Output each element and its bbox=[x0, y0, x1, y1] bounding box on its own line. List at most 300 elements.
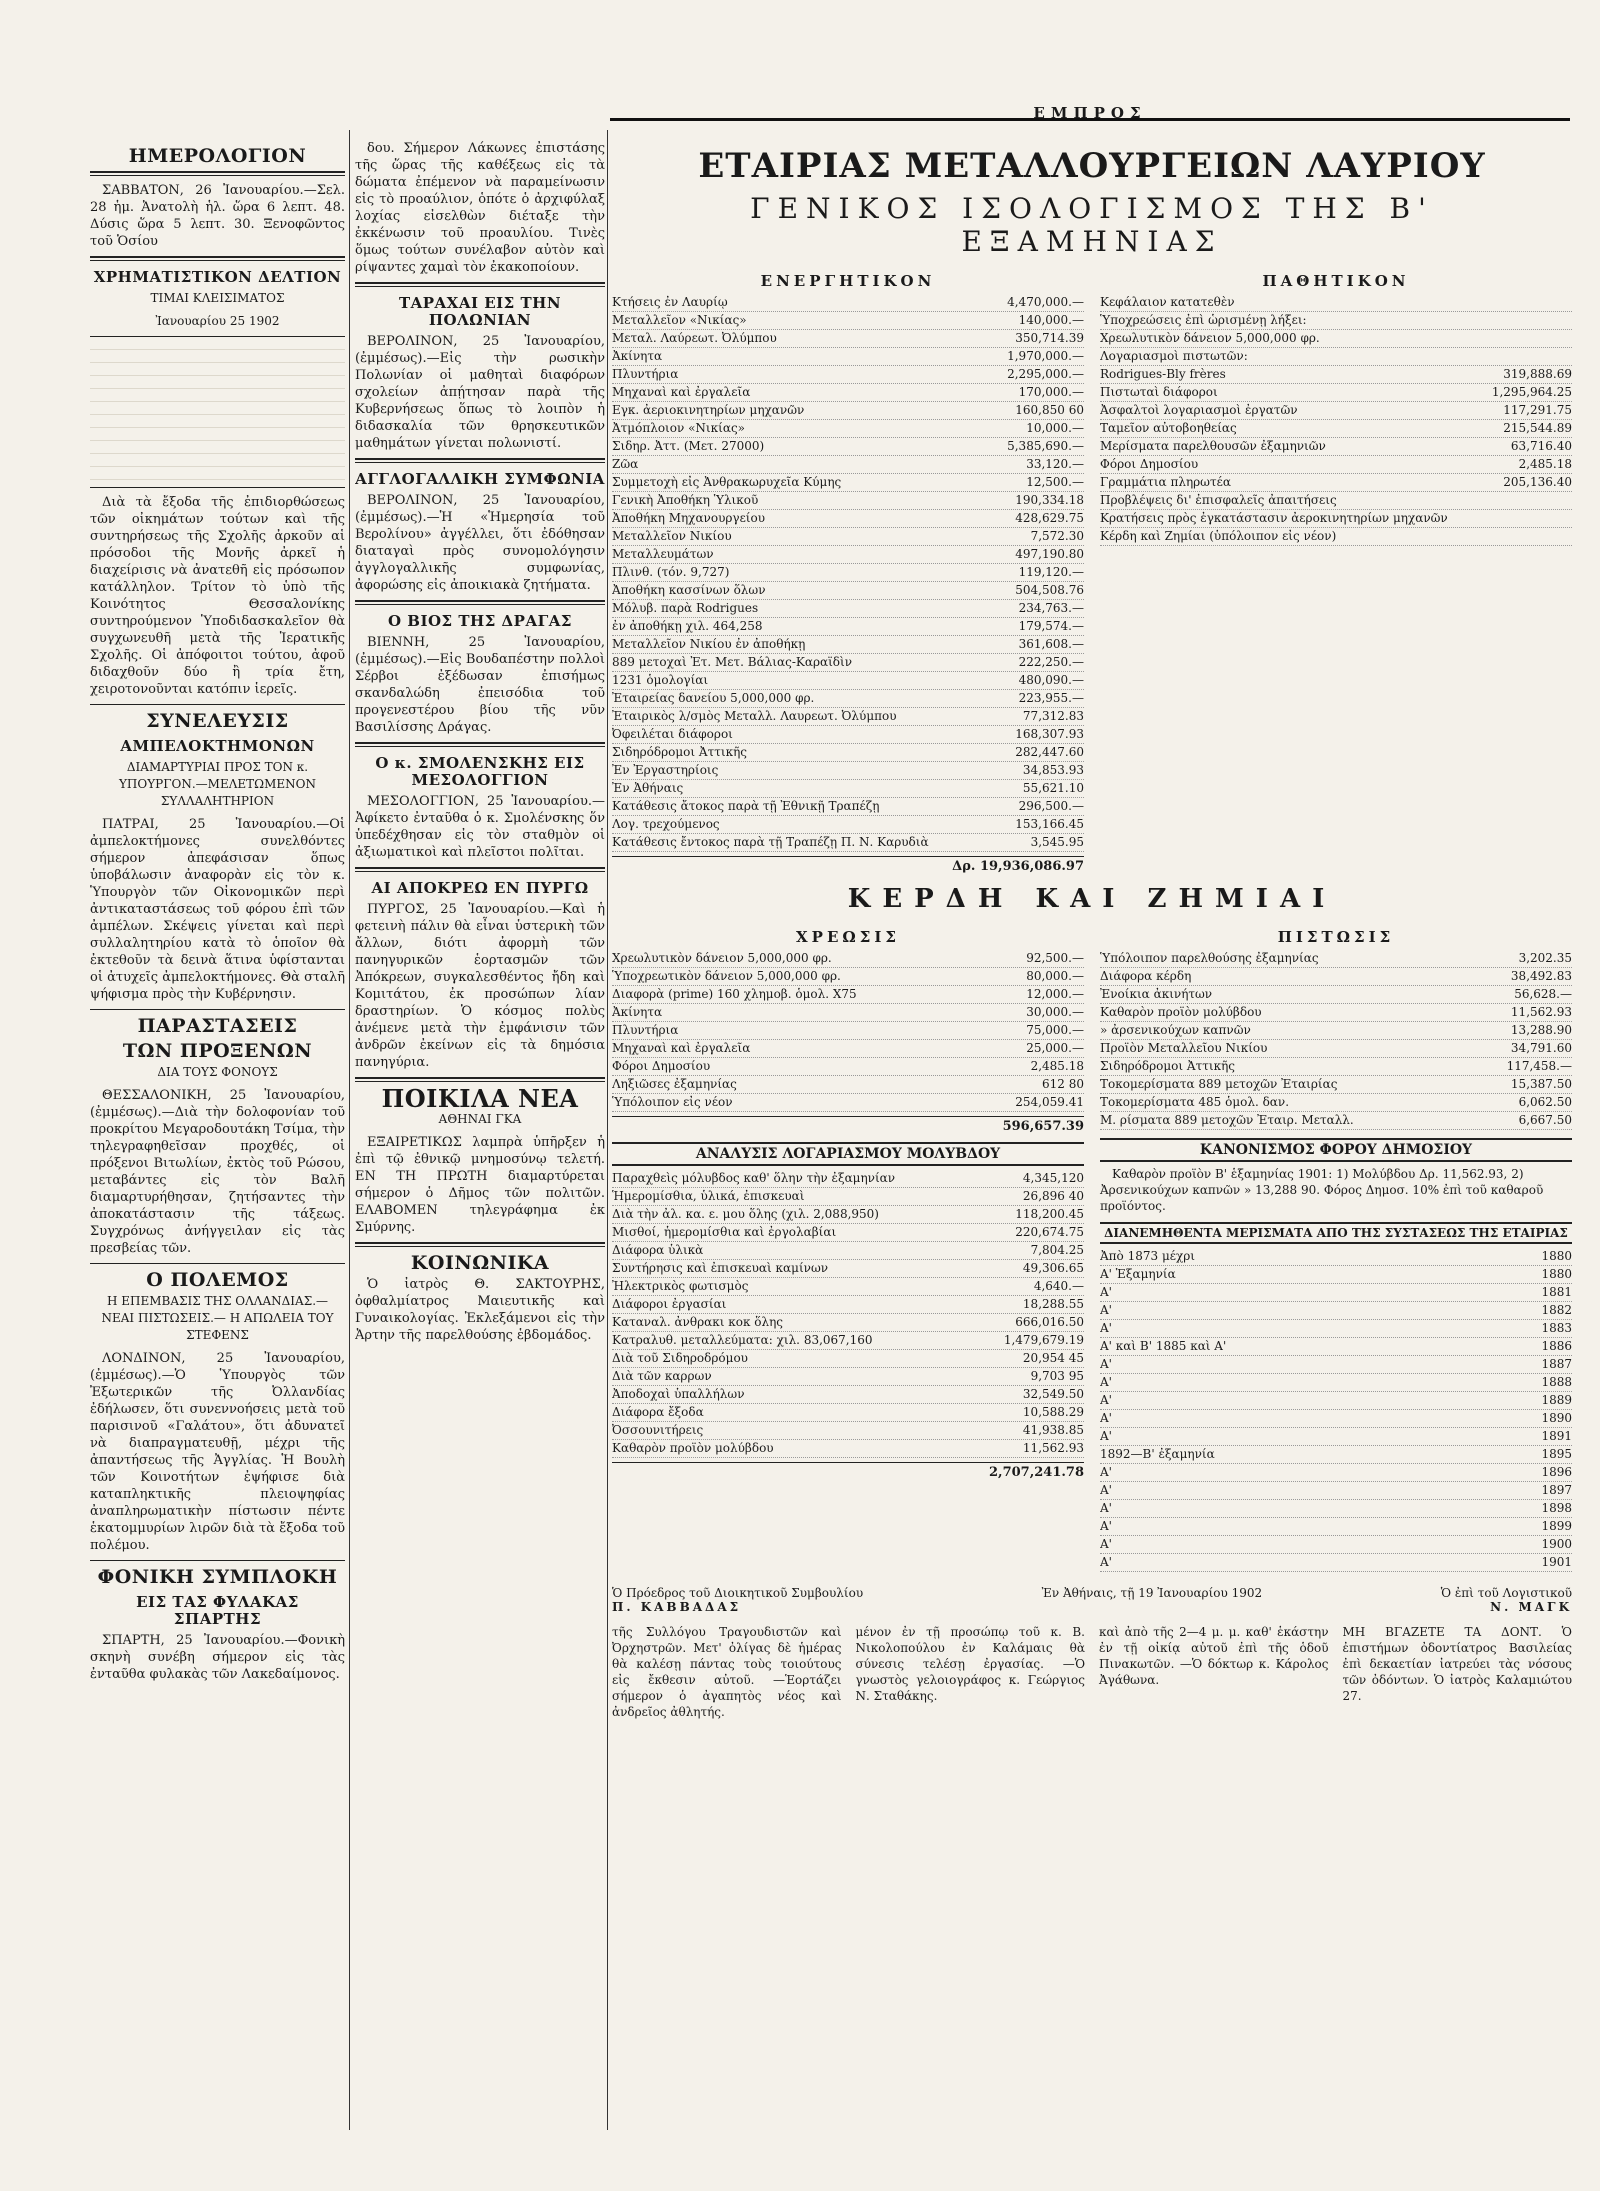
asset-row-label: Μόλυβ. παρὰ Rodrigues bbox=[612, 601, 759, 615]
lead-row-value: 10,588.29 bbox=[1022, 1405, 1084, 1419]
liability-row-label: Κρατήσεις πρὸς ἐγκατάστασιν ἀεροκινητηρίων μηχανῶν bbox=[1100, 511, 1448, 525]
asset-row bbox=[612, 654, 1084, 672]
debit-row bbox=[612, 1094, 1084, 1112]
dividend-row bbox=[1100, 1338, 1572, 1356]
debit-rows bbox=[612, 950, 1084, 1112]
lead-row bbox=[612, 1278, 1084, 1296]
liability-row-value: 205,136.40 bbox=[1503, 475, 1572, 489]
dividend-row bbox=[1100, 1554, 1572, 1572]
asset-row bbox=[612, 366, 1084, 384]
debit-row-value: 12,000.— bbox=[1026, 987, 1084, 1001]
divider bbox=[90, 171, 345, 176]
dividend-row-label: Α' bbox=[1100, 1555, 1112, 1569]
asset-row-value: 190,334.18 bbox=[1015, 493, 1084, 507]
dividend-rows bbox=[1100, 1248, 1572, 1572]
market-table bbox=[90, 336, 345, 488]
credit-row-label: Τοκομερίσματα 485 ὁμολ. δαν. bbox=[1100, 1095, 1290, 1109]
lead-row-value: 32,549.50 bbox=[1022, 1387, 1084, 1401]
lead-row-label: Ἀποδοχαὶ ὑπαλλήλων bbox=[612, 1387, 745, 1401]
asset-row-label: Συμμετοχὴ εἰς Ἀνθρακωρυχεῖα Κύμης bbox=[612, 475, 842, 489]
lead-row-label: Διάφοροι ἐργασίαι bbox=[612, 1297, 727, 1311]
dividend-row-value: 1901 bbox=[1541, 1555, 1572, 1569]
credit-row-value: 38,492.83 bbox=[1510, 969, 1572, 983]
asset-row-value: 2,295,000.— bbox=[1007, 367, 1084, 381]
dividend-row-value: 1886 bbox=[1541, 1339, 1572, 1353]
dividend-row-label: Α' bbox=[1100, 1375, 1112, 1389]
bottom-column-1: τῆς Συλλόγου Τραγουδιστῶν καὶ Ὀρχηστρῶν. Μετ' ὀλίγας δὲ ἡμέρας θὰ καλέσῃ πάντας τοὺς τοιούτους εἰς ἔκθεσιν αὐτοῦ. —Ἑορτάζει σήμερον ὁ ἀγαπητὸς νέος καὶ ἀνδρεῖος ἀθλητής. bbox=[612, 1625, 842, 1719]
headline-war-deck: Η ΕΠΕΜΒΑΣΙΣ ΤΗΣ ΟΛΛΑΝΔΙΑΣ.— ΝΕΑΙ ΠΙΣΤΩΣΕΙΣ.— Η ΑΠΩΛΕΙΑ ΤΟΥ ΣΤΕΦΕΝΣ bbox=[101, 1294, 334, 1342]
dividend-row-value: 1888 bbox=[1541, 1375, 1572, 1389]
headline-clash-sub: ΕΙΣ ΤΑΣ ΦΥΛΑΚΑΣ ΣΠΑΡΤΗΣ bbox=[136, 1593, 299, 1628]
asset-row-value: 1,970,000.— bbox=[1007, 349, 1084, 363]
dividend-row-label: Α' καὶ Β' 1885 καὶ Α' bbox=[1100, 1339, 1227, 1353]
article-clash: ΣΠΑΡΤΗ, 25 Ἰανουαρίου.—Φονικὴ σκηνὴ συνέβη σήμερον εἰς τὰς ἐνταῦθα φυλακὰς τῶν Λακεδαίμονος. bbox=[90, 1633, 345, 1682]
dividend-row-value: 1895 bbox=[1541, 1447, 1572, 1461]
divider bbox=[355, 458, 605, 463]
lead-row-value: 1,479,679.19 bbox=[1003, 1333, 1084, 1347]
dividend-row bbox=[1100, 1500, 1572, 1518]
headline-various: ΠΟΙΚΙΛΑ ΝΕΑ bbox=[381, 1084, 579, 1113]
dividend-row bbox=[1100, 1482, 1572, 1500]
credit-row-label: Διάφορα κέρδη bbox=[1100, 969, 1192, 983]
liability-row-value bbox=[1462, 348, 1572, 365]
credit-row bbox=[1100, 1112, 1572, 1130]
asset-row bbox=[612, 708, 1084, 726]
divider bbox=[90, 1263, 345, 1264]
divider bbox=[355, 742, 605, 747]
dividend-row bbox=[1100, 1446, 1572, 1464]
article-war: ΛΟΝΔΙΝΟΝ, 25 Ἰανουαρίου, (ἐμμέσως).—Ὁ Ὑπουργὸς τῶν Ἐξωτερικῶν τῆς Ὀλλανδίας ἐδήλωσεν, ὅτι συνεννοήσεις μετὰ τοῦ παρισινοῦ «Γαλάτου», ὅτι ἀδυνατεῖ νὰ διαπραγματευθῇ, μέχρι τῆς ἀπαντήσεως τῆς Ἀγγλίας. Ἡ Βουλὴ τῶν Κοινοτήτων ἐψήφισε διὰ καταπληκτικῆς πλειοψηφίας ἀναπληρωματικὴν πίστωσιν πέντε ἑκατομμυρίων λιρῶν διὰ τὰ ἔξοδα τοῦ πολέμου. bbox=[90, 1351, 345, 1553]
signatures bbox=[612, 1586, 1572, 1614]
asset-row bbox=[612, 744, 1084, 762]
lead-total: 2,707,241.78 bbox=[612, 1462, 1084, 1480]
market-date: Ἰανουαρίου 25 1902 bbox=[155, 314, 280, 328]
lead-row-label: Διάφορα ἔξοδα bbox=[612, 1405, 704, 1419]
dividend-row-label: Α' bbox=[1100, 1303, 1112, 1317]
lead-row-label: Διὰ τοῦ Σιδηροδρόμου bbox=[612, 1351, 748, 1365]
dividend-row-label: Α' bbox=[1100, 1537, 1112, 1551]
divider bbox=[355, 600, 605, 605]
asset-row-label: Μεταλλεῖον «Νικίας» bbox=[612, 313, 747, 327]
dividend-row bbox=[1100, 1248, 1572, 1266]
credit-column bbox=[1100, 924, 1572, 1572]
credit-row-label: Καθαρὸν προϊὸν μολύβδου bbox=[1100, 1005, 1262, 1019]
lead-row-label: Συντήρησις καὶ ἐπισκευαὶ καμίνων bbox=[612, 1261, 829, 1275]
asset-row bbox=[612, 798, 1084, 816]
dividend-row-label: Α' bbox=[1100, 1357, 1112, 1371]
lead-row bbox=[612, 1404, 1084, 1422]
credit-row-label: Τοκομερίσματα 889 μετοχῶν Ἐταιρίας bbox=[1100, 1077, 1338, 1091]
credit-row-label: Σιδηρόδρομοι Ἀττικῆς bbox=[1100, 1059, 1235, 1073]
asset-row-value: 33,120.— bbox=[1026, 457, 1084, 471]
dividend-row-value: 1883 bbox=[1541, 1321, 1572, 1335]
lead-row-value: 666,016.50 bbox=[1015, 1315, 1084, 1329]
liability-row bbox=[1100, 510, 1572, 528]
dividend-row-value: 1880 bbox=[1541, 1267, 1572, 1281]
report-company-title: ΕΤΑΙΡΙΑΣ ΜΕΤΑΛΛΟΥΡΓΕΙΩΝ ΛΑΥΡΙΟΥ bbox=[698, 146, 1486, 186]
liability-row-value: 215,544.89 bbox=[1503, 421, 1572, 435]
liability-row-value: 2,485.18 bbox=[1518, 457, 1572, 471]
lead-row bbox=[612, 1386, 1084, 1404]
asset-row-label: Ἀκίνητα bbox=[612, 349, 663, 363]
asset-row bbox=[612, 348, 1084, 366]
credit-row-value: 11,562.93 bbox=[1510, 1005, 1572, 1019]
signature-president-role: Ὁ Πρόεδρος τοῦ Διοικητικοῦ Συμβουλίου bbox=[612, 1586, 864, 1600]
asset-row-label: Μηχαναὶ καὶ ἐργαλεῖα bbox=[612, 385, 751, 399]
assets-column bbox=[612, 268, 1084, 874]
debit-row bbox=[612, 968, 1084, 986]
credit-row-value: 13,288.90 bbox=[1510, 1023, 1572, 1037]
headline-various-sub: ΑΘΗΝΑΙ ΓΚΑ bbox=[438, 1112, 522, 1126]
debit-row bbox=[612, 950, 1084, 968]
lead-row-value: 4,345,120 bbox=[1022, 1171, 1084, 1185]
asset-row-value: 179,574.— bbox=[1018, 619, 1084, 633]
dividend-row bbox=[1100, 1410, 1572, 1428]
debit-row bbox=[612, 1040, 1084, 1058]
liability-row-value bbox=[1462, 294, 1572, 311]
lead-rows bbox=[612, 1170, 1084, 1458]
lead-row-value: 41,938.85 bbox=[1022, 1423, 1084, 1437]
lead-row bbox=[612, 1170, 1084, 1188]
credit-row bbox=[1100, 1094, 1572, 1112]
dividend-row-value: 1887 bbox=[1541, 1357, 1572, 1371]
asset-row bbox=[612, 726, 1084, 744]
debit-row-label: Μηχαναὶ καὶ ἐργαλεῖα bbox=[612, 1041, 751, 1055]
calendar-text: ΣΑΒΒΑΤΟΝ, 26 Ἰανουαρίου.—Σελ. 28 ἡμ. Ἀνατολὴ ἡλ. ὥρα 6 λεπτ. 48. Δύσις ὥρα 5 λεπτ. 30. Ξενοφῶντος τοῦ Ὁσίου bbox=[90, 183, 345, 249]
headline-consuls-sub: ΤΩΝ ΠΡΟΞΕΝΩΝ bbox=[122, 1040, 313, 1062]
signature-accountant-role: Ὁ ἐπὶ τοῦ Λογιστικοῦ bbox=[1440, 1586, 1572, 1600]
assets-title: ΕΝΕΡΓΗΤΙΚΟΝ bbox=[760, 272, 936, 290]
asset-row bbox=[612, 582, 1084, 600]
asset-row-value: 428,629.75 bbox=[1015, 511, 1084, 525]
dividend-row-value: 1880 bbox=[1541, 1249, 1572, 1263]
dividend-row bbox=[1100, 1266, 1572, 1284]
article-consuls: ΘΕΣΣΑΛΟΝΙΚΗ, 25 Ἰανουαρίου, (ἐμμέσως).—Διὰ τὴν δολοφονίαν τοῦ προκρίτου Μεγαροδουτάκη Τσίμα, τὴν τηλεγραφηθεῖσαν προχθές, οἱ πρόξενοι Βιτωλίων, ἐκτὸς τοῦ Ρώσου, μεταβάντες εἰς τὸν Βαλῆ διαμαρτυρήθησαν, ζητήσαντες τὴν ἀποκατάστασιν τῆς τάξεως. Συγχρόνως ἀνήγγειλαν εἰς τὰς πρεσβείας τῶν. bbox=[90, 1088, 345, 1256]
dividend-row-label: Α' bbox=[1100, 1321, 1112, 1335]
asset-row-label: 1231 ὁμολογίαι bbox=[612, 673, 709, 687]
liability-row bbox=[1100, 348, 1572, 366]
debit-row bbox=[612, 1022, 1084, 1040]
headline-assembly-deck: ΔΙΑΜΑΡΤΥΡΙΑΙ ΠΡΟΣ ΤΟΝ κ. ΥΠΟΥΡΓΟΝ.—ΜΕΛΕΤΩΜΕΝΟΝ ΣΥΛΛΑΛΗΤΗΡΙΟΝ bbox=[118, 760, 316, 808]
asset-row-value: 497,190.80 bbox=[1015, 547, 1084, 561]
liability-row-value: 117,291.75 bbox=[1503, 403, 1572, 417]
dividend-row bbox=[1100, 1302, 1572, 1320]
dividend-row bbox=[1100, 1518, 1572, 1536]
asset-row-value: 10,000.— bbox=[1026, 421, 1084, 435]
divider bbox=[355, 1077, 605, 1082]
article-continued: δου. Σήμερον Λάκωνες ἐπιστάσης τῆς ὥρας τῆς καθέξεως εἰς τὰ δώματα ἐπέμενον νὰ παραμείνωσιν εἰς τὸ προαύλιον, ὁπότε ὁ ἀρχιφύλαξ λοχίας εἰσελθὼν διέταξε τὴν ἐκκένωσιν τοῦ προαυλίου. Τινὲς ὅμως τούτων συνέλαβον αὐτὸν καὶ ρίψαντες χαμαὶ τὸν ἐκακοποίουν. bbox=[355, 141, 605, 275]
lead-row-label: Καθαρὸν προϊὸν μολύβδου bbox=[612, 1441, 774, 1455]
asset-row-label: ἐν ἀποθήκῃ χιλ. 464,258 bbox=[612, 619, 763, 633]
credit-row-value: 34,791.60 bbox=[1510, 1041, 1572, 1055]
article-smolenskis: ΜΕΣΟΛΟΓΓΙΟΝ, 25 Ἰανουαρίου.—Ἀφίκετο ἐνταῦθα ὁ κ. Σμολένσκης ὅν ὑπεδέχθησαν εἰς τὸν σταθμὸν οἱ ἀξιωματικοὶ καὶ πλεῖστοι πολῖται. bbox=[355, 794, 605, 860]
column-divider bbox=[607, 130, 608, 2130]
liability-row bbox=[1100, 294, 1572, 312]
article-entente: ΒΕΡΟΛΙΝΟΝ, 25 Ἰανουαρίου, (ἐμμέσως).—Ἡ «Ἡμερησία τοῦ Βερολίνου» ἀγγέλλει, ὅτι ἐδόθησαν διαταγαὶ πρὸς συνομολόγησιν ἀγγλογαλλικῆς συμφωνίας, ἀφορώσης εἰς ἀποικιακὰ ζητήματα. bbox=[355, 493, 605, 593]
liabilities-title: ΠΑΘΗΤΙΚΟΝ bbox=[1262, 272, 1410, 290]
liability-row bbox=[1100, 312, 1572, 330]
headline-assembly-sub: ΑΜΠΕΛΟΚΤΗΜΟΝΩΝ bbox=[120, 737, 315, 755]
credit-title: ΠΙΣΤΩΣΙΣ bbox=[1277, 928, 1395, 946]
headline-carnival: ΑΙ ΑΠΟΚΡΕΩ ΕΝ ΠΥΡΓΩ bbox=[371, 879, 589, 897]
liability-row bbox=[1100, 330, 1572, 348]
asset-row-value: 77,312.83 bbox=[1022, 709, 1084, 723]
asset-row-value: 55,621.10 bbox=[1022, 781, 1084, 795]
headline-consuls: ΠΑΡΑΣΤΑΣΕΙΣ bbox=[137, 1015, 298, 1037]
asset-row-label: Ὀφειλέται διάφοροι bbox=[612, 727, 733, 741]
credit-row-value: 56,628.— bbox=[1514, 987, 1572, 1001]
credit-row bbox=[1100, 1004, 1572, 1022]
lead-row-value: 18,288.55 bbox=[1022, 1297, 1084, 1311]
asset-row-value: 5,385,690.— bbox=[1007, 439, 1084, 453]
lead-row-label: Ὀσσουνιτήρεις bbox=[612, 1423, 704, 1437]
liability-row-label: Χρεωλυτικὸν δάνειον 5,000,000 φρ. bbox=[1100, 331, 1320, 345]
liabilities-rows bbox=[1100, 294, 1572, 546]
assets-rows bbox=[612, 294, 1084, 852]
divider bbox=[90, 1009, 345, 1010]
dividend-row-value: 1882 bbox=[1541, 1303, 1572, 1317]
asset-row bbox=[612, 636, 1084, 654]
dividend-row bbox=[1100, 1428, 1572, 1446]
balance-sheet bbox=[612, 268, 1572, 874]
debit-row-label: Χρεωλυτικὸν δάνειον 5,000,000 φρ. bbox=[612, 951, 832, 965]
asset-row-value: 153,166.45 bbox=[1015, 817, 1084, 831]
asset-row-label: Ἐταιρείας δανείου 5,000,000 φρ. bbox=[612, 691, 815, 705]
lead-analysis-title: ΑΝΑΛΥΣΙΣ ΛΟΓΑΡΙΑΣΜΟΥ ΜΟΛΥΒΔΟΥ bbox=[612, 1142, 1084, 1166]
debit-row-label: Φόροι Δημοσίου bbox=[612, 1059, 711, 1073]
signature-accountant bbox=[1441, 1586, 1572, 1614]
lead-row-value: 118,200.45 bbox=[1015, 1207, 1084, 1221]
debit-row-value: 30,000.— bbox=[1026, 1005, 1084, 1019]
signature-accountant-name: Ν. ΜΑΓΚ bbox=[1490, 1600, 1572, 1614]
credit-row-label: » ἀρσενικούχων καπνῶν bbox=[1100, 1023, 1251, 1037]
dividend-row-label: 1892—Β' ἐξαμηνία bbox=[1100, 1447, 1215, 1461]
dividend-row-value: 1897 bbox=[1541, 1483, 1572, 1497]
signature-president-name: Π. ΚΑΒΒΑΔΑΣ bbox=[612, 1600, 742, 1614]
liability-row-value: 319,888.69 bbox=[1503, 367, 1572, 381]
liabilities-column bbox=[1100, 268, 1572, 874]
divider bbox=[90, 1560, 345, 1561]
headline-assembly: ΣΥΝΕΛΕΥΣΙΣ bbox=[146, 710, 289, 732]
profit-loss bbox=[612, 924, 1572, 1572]
asset-row bbox=[612, 762, 1084, 780]
asset-row-value: 12,500.— bbox=[1026, 475, 1084, 489]
dividend-row-value: 1896 bbox=[1541, 1465, 1572, 1479]
asset-row bbox=[612, 618, 1084, 636]
lead-row bbox=[612, 1422, 1084, 1440]
dividend-row-label: Α' bbox=[1100, 1501, 1112, 1515]
liability-row-label: Ὑποχρεώσεις ἐπὶ ὡρισμένῃ λήξει: bbox=[1100, 313, 1307, 327]
article-various: ΕΞΑΙΡΕΤΙΚΩΣ λαμπρὰ ὑπῆρξεν ἡ ἐπὶ τῷ ἐθνικῷ μνημοσύνῳ τελετή. ΕΝ ΤΗ ΠΡΩΤΗ διαμαρτύρεται σήμερον ὁ Δῆμος τῶν πολιτῶν. ΕΛΑΒΟΜΕΝ τηλεγράφημα ἐκ Σμύρνης. bbox=[355, 1135, 605, 1235]
lead-row bbox=[612, 1368, 1084, 1386]
liability-row-label: Κεφάλαιον κατατεθὲν bbox=[1100, 295, 1235, 309]
liability-row-value bbox=[1462, 330, 1572, 347]
asset-row-label: Ἀποθήκη Μηχανουργείου bbox=[612, 511, 766, 525]
dividend-row-label: Α' bbox=[1100, 1411, 1112, 1425]
asset-row bbox=[612, 816, 1084, 834]
credit-row bbox=[1100, 986, 1572, 1004]
credit-row bbox=[1100, 968, 1572, 986]
dividend-row-label: Α' bbox=[1100, 1519, 1112, 1533]
asset-row bbox=[612, 438, 1084, 456]
asset-row-label: Ἐν Ἀθήναις bbox=[612, 781, 684, 795]
asset-row-label: Γενικὴ Ἀποθήκη Ὑλικοῦ bbox=[612, 493, 759, 507]
divider bbox=[355, 282, 605, 287]
liability-row-value bbox=[1462, 528, 1572, 545]
dividend-row-label: Α' bbox=[1100, 1285, 1112, 1299]
dividends-title: ΔΙΑΝΕΜΗΘΕΝΤΑ ΜΕΡΙΣΜΑΤΑ ΑΠΟ ΤΗΣ ΣΥΣΤΑΣΕΩΣ ΤΗΣ ΕΤΑΙΡΙΑΣ bbox=[1100, 1222, 1572, 1244]
lead-row-value: 220,674.75 bbox=[1015, 1225, 1084, 1239]
asset-row-value: 168,307.93 bbox=[1015, 727, 1084, 741]
dividend-row-value: 1899 bbox=[1541, 1519, 1572, 1533]
bottom-column-4: ΜΗ ΒΓΑΖΕΤΕ ΤΑ ΔΟΝΤ. Ὁ ἐπιστήμων ὀδοντίατρος Βασιλείας ἐπὶ δεκαετίαν ἰατρεύει τὰς νόσους τῶν ὀδόντων. Ὁ ἰατρὸς Καλαμιώτου 27. bbox=[1342, 1625, 1572, 1703]
lead-row-value: 9,703 95 bbox=[1030, 1369, 1084, 1383]
financial-report bbox=[612, 140, 1572, 1720]
dividend-row-value: 1890 bbox=[1541, 1411, 1572, 1425]
asset-row bbox=[612, 402, 1084, 420]
lead-row bbox=[612, 1260, 1084, 1278]
credit-rows bbox=[1100, 950, 1572, 1130]
liability-row-value: 1,295,964.25 bbox=[1491, 385, 1572, 399]
headline-smolenskis: Ο κ. ΣΜΟΛΕΝΣΚΗΣ ΕΙΣ ΜΕΣΟΛΟΓΓΙΟΝ bbox=[375, 754, 585, 789]
dividend-row bbox=[1100, 1320, 1572, 1338]
debit-row-value: 80,000.— bbox=[1026, 969, 1084, 983]
asset-row-value: 7,572.30 bbox=[1030, 529, 1084, 543]
debit-row bbox=[612, 1076, 1084, 1094]
lead-row-label: Διὰ τὴν ἀλ. κα. ε. μου ὅλης (χιλ. 2,088,950) bbox=[612, 1207, 879, 1221]
divider bbox=[90, 256, 345, 261]
dividend-row-label: Α' bbox=[1100, 1429, 1112, 1443]
liability-row bbox=[1100, 402, 1572, 420]
dividend-row-label: Α' bbox=[1100, 1465, 1112, 1479]
lead-row-label: Ἡμερομίσθια, ὑλικά, ἐπισκευαὶ bbox=[612, 1189, 805, 1203]
debit-row-label: Ὑπόλοιπον εἰς νέον bbox=[612, 1095, 733, 1109]
credit-row bbox=[1100, 1040, 1572, 1058]
asset-row bbox=[612, 672, 1084, 690]
dividend-row bbox=[1100, 1356, 1572, 1374]
liability-row-label: Γραμμάτια πληρωτέα bbox=[1100, 475, 1231, 489]
credit-row bbox=[1100, 950, 1572, 968]
asset-row-label: Πλυντήρια bbox=[612, 367, 679, 381]
bottom-column-3: καὶ ἀπὸ τῆς 2—4 μ. μ. καθ' ἑκάστην ἐν τῇ οἰκίᾳ αὐτοῦ ἐπὶ τῆς ὁδοῦ Πινακωτῶν. —Ὁ δόκτωρ κ. Κάρολος Ἀγάθωνα. bbox=[1099, 1625, 1329, 1687]
article-assembly: ΠΑΤΡΑΙ, 25 Ἰανουαρίου.—Οἱ ἀμπελοκτήμονες συνελθόντες σήμερον ἀπεφάσισαν ὅπως ὑποβάλωσιν ἀναφορὰν εἰς τὸν κ. Ὑπουργὸν τῶν Οἰκονομικῶν περὶ ἀντικαταστάσεως τοῦ φόρου ἐπὶ τῶν ἀμπέλων. Σκέψεις γίνεται καὶ περὶ συλλαλητηρίου κατὰ τὸ ὁποῖον θὰ ἐκτεθοῦν τὰ δεινὰ ἅτινα ὑφίστανται οἱ ἀτυχεῖς ἀμπελοκτήμονες. Θὰ σταλῆ ψήφισμα πρὸς τὴν Κυβέρνησιν. bbox=[90, 817, 345, 1002]
liability-row bbox=[1100, 366, 1572, 384]
assets-total: Δρ. 19,936,086.97 bbox=[612, 856, 1084, 874]
credit-row-label: Μ. ρίσματα 889 μετοχῶν Ἐταιρ. Μεταλλ. bbox=[1100, 1113, 1354, 1127]
signature-president bbox=[612, 1586, 863, 1614]
asset-row-value: 350,714.39 bbox=[1015, 331, 1084, 345]
divider bbox=[355, 867, 605, 872]
asset-row-label: Μεταλλεῖον Νικίου bbox=[612, 529, 732, 543]
asset-row bbox=[612, 456, 1084, 474]
asset-row-label: Ἀποθήκη κασσίνων ὅλων bbox=[612, 583, 766, 597]
article-poland: ΒΕΡΟΛΙΝΟΝ, 25 Ἰανουαρίου, (ἐμμέσως).—Εἰς τὴν ρωσικὴν Πολωνίαν οἱ μαθηταὶ διαφόρων σχολείων ἀπῄτησαν παρὰ τῆς Κυβερνήσεως ὅπως τὸ λοιπὸν ἡ διδασκαλία τῶν θρησκευτικῶν μαθημάτων γίνεται πολωνιστί. bbox=[355, 334, 605, 451]
liability-row-value: 63,716.40 bbox=[1510, 439, 1572, 453]
calendar-title: ΗΜΕΡΟΛΟΓΙΟΝ bbox=[128, 145, 307, 167]
dividend-row-label: Α' Ἑξαμηνία bbox=[1100, 1267, 1176, 1281]
lead-row-label: Ἠλεκτρικὸς φωτισμὸς bbox=[612, 1279, 749, 1293]
asset-row-label: Σιδηρόδρομοι Ἀττικῆς bbox=[612, 745, 747, 759]
liability-row bbox=[1100, 492, 1572, 510]
market-text: Διὰ τὰ ἔξοδα τῆς ἐπιδιορθώσεως τῶν οἰκημάτων τούτων καὶ τῆς συντηρήσεως τῆς Σχολῆς ἀρκοῦν αἱ πρόσοδοι τῆς Μονῆς ἀρκεῖ ἡ διαχείρισις νὰ ἀνατεθῆ εἰς πρόσωπον κατάλληλον. Τρίτον τὸ ὑπὸ τῆς Κοινότητος Θεσσαλονίκης συντηρούμενον Ὑποδιδασκαλεῖον θὰ συγχωνευθῆ μετὰ τῆς Ἱερατικῆς Σχολῆς. Οἱ ἀπόφοιτοι τούτου, ἀφοῦ διδαχθοῦν δύο ἢ τρία ἔτη, χειροτονοῦνται κατόπιν ἱερεῖς. bbox=[90, 495, 345, 697]
credit-row bbox=[1100, 1076, 1572, 1094]
dividend-row bbox=[1100, 1374, 1572, 1392]
debit-row bbox=[612, 1004, 1084, 1022]
asset-row-label: Ἐν Ἐργαστηρίοις bbox=[612, 763, 719, 777]
liability-row-label: Μερίσματα παρελθουσῶν ἐξαμηνιῶν bbox=[1100, 439, 1326, 453]
headline-draga: Ο ΒΙΟΣ ΤΗΣ ΔΡΑΓΑΣ bbox=[388, 612, 572, 630]
masthead-rule bbox=[610, 118, 1570, 121]
article-draga: ΒΙΕΝΝΗ, 25 Ἰανουαρίου, (ἐμμέσως).—Εἰς Βουδαπέστην πολλοὶ Σέρβοι ἐξέδωσαν ἐπισήμως σκανδαλώδη ἐπεισόδια τοῦ προγενεστέρου βίου τῆς νῦν Βασιλίσσης Δράγας. bbox=[355, 635, 605, 735]
asset-row bbox=[612, 546, 1084, 564]
lead-row-label: Παραχθεὶς μόλυβδος καθ' ὅλην τὴν ἐξαμηνίαν bbox=[612, 1171, 896, 1185]
asset-row bbox=[612, 510, 1084, 528]
debit-row-label: Ὑποχρεωτικὸν δάνειον 5,000,000 φρ. bbox=[612, 969, 841, 983]
liability-row-label: Ἀσφαλτοὶ λογαριασμοὶ ἐργατῶν bbox=[1100, 403, 1298, 417]
asset-row-value: 296,500.— bbox=[1018, 799, 1084, 813]
liability-row bbox=[1100, 438, 1572, 456]
asset-row bbox=[612, 312, 1084, 330]
asset-row-value: 282,447.60 bbox=[1015, 745, 1084, 759]
dividend-row bbox=[1100, 1392, 1572, 1410]
asset-row bbox=[612, 600, 1084, 618]
lead-row-label: Διὰ τῶν καρρων bbox=[612, 1369, 712, 1383]
liability-row-label: Προβλέψεις δι' ἐπισφαλεῖς ἀπαιτήσεις bbox=[1100, 493, 1337, 507]
liability-row-label: Λογαριασμοὶ πιστωτῶν: bbox=[1100, 349, 1248, 363]
debit-row-label: Πλυντήρια bbox=[612, 1023, 679, 1037]
article-social: Ὁ ἰατρὸς Θ. ΣΑΚΤΟΥΡΗΣ, ὀφθαλμίατρος Μαιευτικῆς καὶ Γυναικολογίας. Ἐκλεξάμενοι εἰς τὴν Ἀρτην τῆς παρελθούσης ἑβδομάδος. bbox=[355, 1277, 605, 1343]
dividend-row-label: Α' bbox=[1100, 1393, 1112, 1407]
liability-row bbox=[1100, 474, 1572, 492]
asset-row-value: 4,470,000.— bbox=[1007, 295, 1084, 309]
asset-row bbox=[612, 492, 1084, 510]
debit-row-value: 2,485.18 bbox=[1030, 1059, 1084, 1073]
bottom-column-2: μένον ἐν τῇ προσώπῳ τοῦ κ. Β. Νικολοπούλου ἐν Καλάμαις θὰ σύνεσις τελέσῃ ἐργασίας. —Ὁ γνωστὸς γελοιογράφος κ. Γεώργιος Ν. Σταθάκης. bbox=[855, 1625, 1085, 1703]
asset-row-value: 361,608.— bbox=[1018, 637, 1084, 651]
liability-row-label: Φόροι Δημοσίου bbox=[1100, 457, 1199, 471]
column-divider bbox=[349, 130, 350, 2130]
asset-row-label: Λογ. τρεχούμενος bbox=[612, 817, 720, 831]
dividend-row bbox=[1100, 1284, 1572, 1302]
lead-row-value: 4,640.— bbox=[1033, 1279, 1084, 1293]
asset-row-label: Κατάθεσις ἄτοκος παρὰ τῇ Ἐθνικῇ Τραπέζῃ bbox=[612, 799, 880, 813]
asset-row-value: 480,090.— bbox=[1018, 673, 1084, 687]
liability-row-value bbox=[1462, 312, 1572, 329]
credit-row-label: Ἐνοίκια ἀκινήτων bbox=[1100, 987, 1213, 1001]
asset-row-value: 3,545.95 bbox=[1030, 835, 1084, 849]
market-title: ΧΡΗΜΑΤΙΣΤΙΚΟΝ ΔΕΛΤΙΟΝ bbox=[93, 268, 342, 286]
lead-row-label: Μισθοί, ἡμερομίσθια καὶ ἐργολαβίαι bbox=[612, 1225, 837, 1239]
liability-row bbox=[1100, 528, 1572, 546]
asset-row-label: Ἐταιρικὸς λ/σμὸς Μεταλλ. Λαυρεωτ. Ὀλύμπου bbox=[612, 709, 897, 723]
asset-row bbox=[612, 474, 1084, 492]
asset-row bbox=[612, 780, 1084, 798]
credit-row-value: 6,667.50 bbox=[1518, 1113, 1572, 1127]
credit-row-value: 117,458.— bbox=[1506, 1059, 1572, 1073]
dividend-row bbox=[1100, 1464, 1572, 1482]
market-subtitle: ΤΙΜΑΙ ΚΛΕΙΣΙΜΑΤΟΣ bbox=[150, 291, 285, 305]
dividend-row-value: 1900 bbox=[1541, 1537, 1572, 1551]
asset-row-value: 222,250.— bbox=[1018, 655, 1084, 669]
liability-row-value bbox=[1462, 492, 1572, 509]
lead-row-value: 26,896 40 bbox=[1022, 1189, 1084, 1203]
credit-row-value: 15,387.50 bbox=[1510, 1077, 1572, 1091]
report-balance-title: ΓΕΝΙΚΟΣ ΙΣΟΛΟΓΙΣΜΟΣ ΤΗΣ Β' ΕΞΑΜΗΝΙΑΣ bbox=[750, 192, 1434, 258]
asset-row bbox=[612, 330, 1084, 348]
profit-loss-title: ΚΕΡΔΗ ΚΑΙ ΖΗΜΙΑΙ bbox=[847, 884, 1337, 914]
liability-row bbox=[1100, 456, 1572, 474]
liability-row bbox=[1100, 384, 1572, 402]
